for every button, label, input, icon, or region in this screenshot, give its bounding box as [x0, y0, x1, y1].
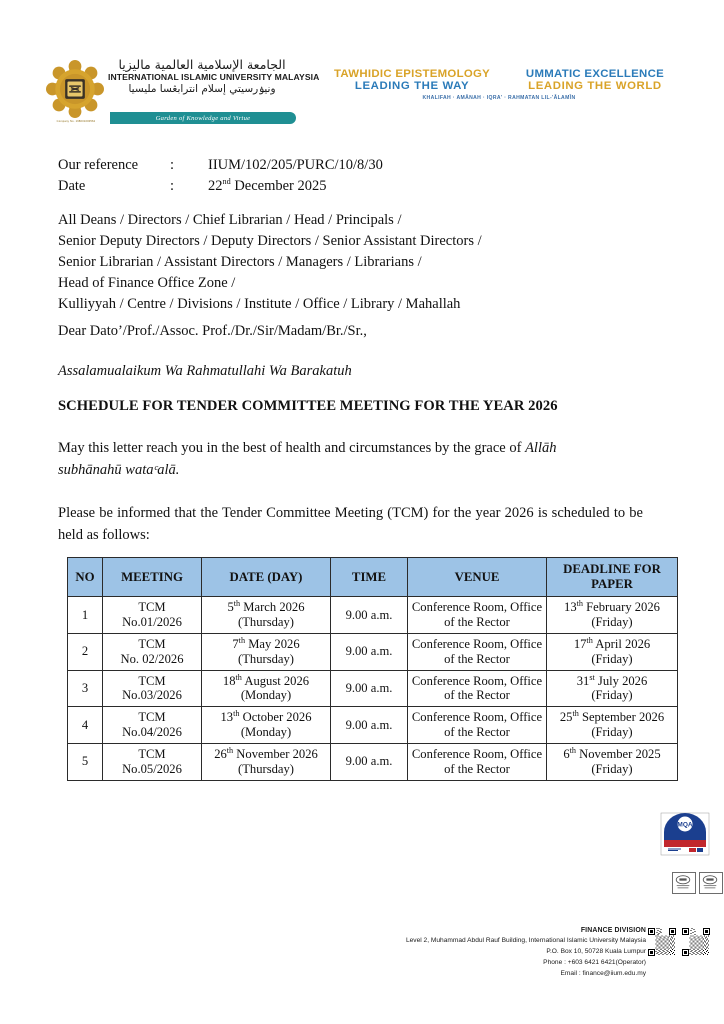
deadline-weekday: (Friday) — [591, 761, 633, 776]
meeting-number: No.04/2026 — [122, 725, 182, 740]
deadline-day-number: 31 — [576, 673, 590, 688]
col-header-date: DATE (DAY) — [202, 558, 331, 597]
cell-time: 9.00 a.m. — [331, 597, 408, 634]
deadline-month-year: September 2026 — [578, 710, 665, 725]
motto-ribbon — [110, 112, 296, 124]
addressee-line: Senior Librarian / Assistant Directors / Managers / Librarians / — [58, 254, 422, 271]
date-month-year: May 2026 — [245, 636, 300, 651]
col-header-no: NO — [68, 558, 103, 597]
col-header-deadline: DEADLINE FOR PAPER — [547, 558, 678, 597]
iso-certification-mark-icon — [672, 872, 696, 894]
date-day-number: 13 — [220, 710, 234, 725]
date-month-year: October 2026 — [239, 710, 312, 725]
deadline-ordinal-suffix: st — [589, 672, 595, 682]
date-month-year: March 2026 — [240, 600, 305, 615]
cell-time: 9.00 a.m. — [331, 633, 408, 670]
university-names — [108, 57, 320, 95]
date-ordinal-suffix: nd — [222, 176, 231, 186]
cell-venue: Conference Room, Office of the Rector — [408, 707, 547, 744]
col-header-time: TIME — [331, 558, 408, 597]
iso-certification-mark-icon — [699, 872, 723, 894]
deadline-ordinal-suffix: th — [572, 709, 579, 719]
letterhead — [44, 58, 664, 136]
cell-time: 9.00 a.m. — [331, 670, 408, 707]
deadline-month-year: July 2026 — [594, 673, 648, 688]
tagline-left — [334, 68, 490, 92]
footer-address-line-2: P.O. Box 10, 50728 Kuala Lumpur — [546, 948, 646, 956]
date-weekday: (Monday) — [240, 725, 292, 740]
addressee-line: Head of Finance Office Zone / — [58, 275, 236, 292]
deadline-ordinal-suffix: th — [576, 599, 583, 608]
col-header-venue: VENUE — [408, 558, 547, 597]
tagline-left-line2: LEADING THE WAY — [354, 80, 470, 92]
cell-date — [202, 707, 331, 744]
cell-deadline — [547, 597, 678, 634]
table-row — [68, 670, 678, 707]
footer-qr-codes — [648, 928, 710, 956]
islamic-greeting: Assalamualaikum Wa Rahmatullahi Wa Barakatuh — [58, 363, 352, 379]
date-weekday: (Monday) — [240, 688, 292, 703]
date-ordinal-suffix: th — [233, 599, 241, 608]
cell-meeting — [103, 633, 202, 670]
table-row — [68, 633, 678, 670]
cell-no: 2 — [68, 633, 103, 670]
tagline-right-line1: UMMATIC EXCELLENCE — [525, 68, 664, 80]
cell-deadline — [547, 633, 678, 670]
tagline-subtitle: KHALIFAH · AMĀNAH · IQRA' · RAHMATAN LIL-'ĀLAMĪN — [422, 95, 576, 101]
cell-no: 1 — [68, 597, 103, 634]
tagline-block — [296, 58, 664, 101]
cell-venue: Conference Room, Office of the Rector — [408, 597, 547, 634]
meeting-number: No. 02/2026 — [120, 651, 184, 666]
cell-date — [202, 633, 331, 670]
deadline-ordinal-suffix: th — [586, 635, 593, 645]
deadline-day-number: 25 — [559, 710, 573, 725]
date-ordinal-suffix: th — [226, 745, 234, 755]
deadline-day-number: 6 — [563, 747, 570, 762]
para1-text: May this letter reach you in the best of health and circumstances by the grace of — [58, 440, 526, 456]
deadline-month-year: April 2026 — [592, 636, 651, 651]
motto-text: Garden of Knowledge and Virtue — [155, 114, 251, 122]
meeting-name: TCM — [138, 747, 166, 762]
cell-deadline — [547, 744, 678, 781]
cell-venue: Conference Room, Office of the Rector — [408, 633, 547, 670]
university-name-english: INTERNATIONAL ISLAMIC UNIVERSITY MALAYSIA — [108, 72, 320, 83]
deadline-day-number: 13 — [564, 600, 577, 615]
date-day-number: 5 — [227, 600, 234, 615]
cell-no: 4 — [68, 707, 103, 744]
addressee-line: Senior Deputy Directors / Deputy Directors / Senior Assistant Directors / — [58, 233, 482, 250]
meeting-number: No.01/2026 — [122, 615, 182, 630]
cell-time: 9.00 a.m. — [331, 707, 408, 744]
cell-meeting — [103, 597, 202, 634]
cell-no: 5 — [68, 744, 103, 781]
footer-division-name: FINANCE DIVISION — [580, 927, 646, 934]
svg-text:MQA: MQA — [677, 821, 693, 829]
deadline-weekday: (Friday) — [591, 725, 633, 740]
date-weekday: (Thursday) — [238, 651, 294, 666]
meeting-name: TCM — [138, 710, 166, 725]
university-name-jawi: ونيۏرسيتي إسلام انترابڠسا مليسيا — [128, 82, 276, 95]
date-row — [58, 176, 383, 197]
cell-date — [202, 670, 331, 707]
footer-address-line-1: Level 2, Muhammad Abdul Rauf Building, International Islamic University Malaysia — [405, 937, 646, 945]
cell-no: 3 — [68, 670, 103, 707]
cell-meeting — [103, 744, 202, 781]
deadline-ordinal-suffix: th — [569, 745, 577, 755]
meeting-name: TCM — [138, 636, 166, 651]
body-paragraph-1 — [58, 438, 660, 482]
salutation: Dear Dato’/Prof./Assoc. Prof./Dr./Sir/Madam/Br./Sr., — [58, 323, 367, 339]
date-month-year: August 2026 — [241, 673, 310, 688]
date-day-number: 7 — [232, 636, 239, 651]
table-row — [68, 744, 678, 781]
reference-block — [58, 155, 383, 196]
para1-subhanahu: subhānahū wataᶜalā. — [58, 461, 180, 478]
reference-value: IIUM/102/205/PURC/10/8/30 — [208, 157, 383, 173]
deadline-month-year: November 2025 — [576, 747, 661, 762]
schedule-table-wrapper — [67, 557, 665, 781]
meeting-name: TCM — [138, 673, 166, 688]
date-ordinal-suffix: th — [233, 709, 240, 719]
deadline-weekday: (Friday) — [591, 688, 633, 703]
cell-time: 9.00 a.m. — [331, 744, 408, 781]
cell-venue: Conference Room, Office of the Rector — [408, 670, 547, 707]
addressee-block — [58, 210, 658, 315]
date-day-number: 18 — [222, 673, 236, 688]
table-header-row — [68, 558, 678, 597]
date-colon: : — [170, 177, 175, 194]
letter-subject-title: SCHEDULE FOR TENDER COMMITTEE MEETING FOR THE YEAR 2026 — [58, 398, 558, 414]
footer-contact-block — [330, 925, 646, 980]
deadline-weekday: (Friday) — [591, 615, 633, 630]
qr-code-icon — [682, 928, 710, 956]
addressee-line: All Deans / Directors / Chief Librarian / Head / Principals / — [58, 212, 402, 228]
deadline-weekday: (Friday) — [591, 651, 633, 666]
cell-date — [202, 744, 331, 781]
date-month-year: December 2025 — [230, 177, 327, 194]
meeting-name: TCM — [138, 600, 166, 615]
body-paragraph-2: Please be informed that the Tender Committee Meeting (TCM) for the year 2026 is scheduled to be held as follows: — [58, 505, 643, 543]
date-value — [208, 176, 327, 197]
cell-deadline — [547, 670, 678, 707]
iium-rosette-logo-icon — [46, 60, 104, 118]
deadline-month-year: February 2026 — [583, 600, 660, 615]
date-day-number: 26 — [214, 747, 227, 762]
addressee-line: Kulliyyah / Centre / Divisions / Institute / Office / Library / Mahallah — [58, 296, 461, 313]
table-row — [68, 707, 678, 744]
cell-meeting — [103, 670, 202, 707]
cell-date — [202, 597, 331, 634]
date-month-year: November 2026 — [233, 747, 318, 762]
cell-deadline — [547, 707, 678, 744]
date-label: Date — [58, 177, 86, 194]
date-day-number: 22 — [208, 177, 223, 194]
tagline-right-line2: LEADING THE WORLD — [528, 80, 662, 92]
date-weekday: (Thursday) — [238, 615, 294, 630]
para1-allah: Allāh — [525, 440, 557, 456]
deadline-day-number: 17 — [573, 636, 587, 651]
mqa-certification-badge-icon — [660, 812, 710, 856]
logo-registration-no: Company No. 198001000562 — [56, 120, 96, 123]
cell-venue: Conference Room, Office of the Rector — [408, 744, 547, 781]
reference-label: Our reference — [58, 157, 139, 173]
date-ordinal-suffix: th — [235, 672, 242, 682]
qr-code-icon — [648, 928, 676, 956]
tagline-right — [526, 68, 664, 92]
col-header-meeting: MEETING — [103, 558, 202, 597]
tender-meeting-schedule-table — [67, 557, 678, 781]
date-weekday: (Thursday) — [238, 761, 294, 776]
reference-row — [58, 155, 383, 176]
footer-email: Email : finance@iium.edu.my — [560, 970, 646, 978]
footer-phone: Phone : +603 6421 6421(Operator) — [543, 959, 646, 967]
meeting-number: No.05/2026 — [122, 761, 182, 776]
reference-colon: : — [170, 157, 175, 173]
cell-meeting — [103, 707, 202, 744]
tagline-left-line1: TAWHIDIC EPISTEMOLOGY — [334, 68, 491, 80]
date-ordinal-suffix: th — [238, 635, 246, 645]
university-name-arabic: الجامعة الإسلامية العالمية ماليزيا — [118, 57, 286, 72]
meeting-number: No.03/2026 — [122, 688, 182, 703]
table-row — [68, 597, 678, 634]
iso-certification-badges — [672, 872, 723, 894]
